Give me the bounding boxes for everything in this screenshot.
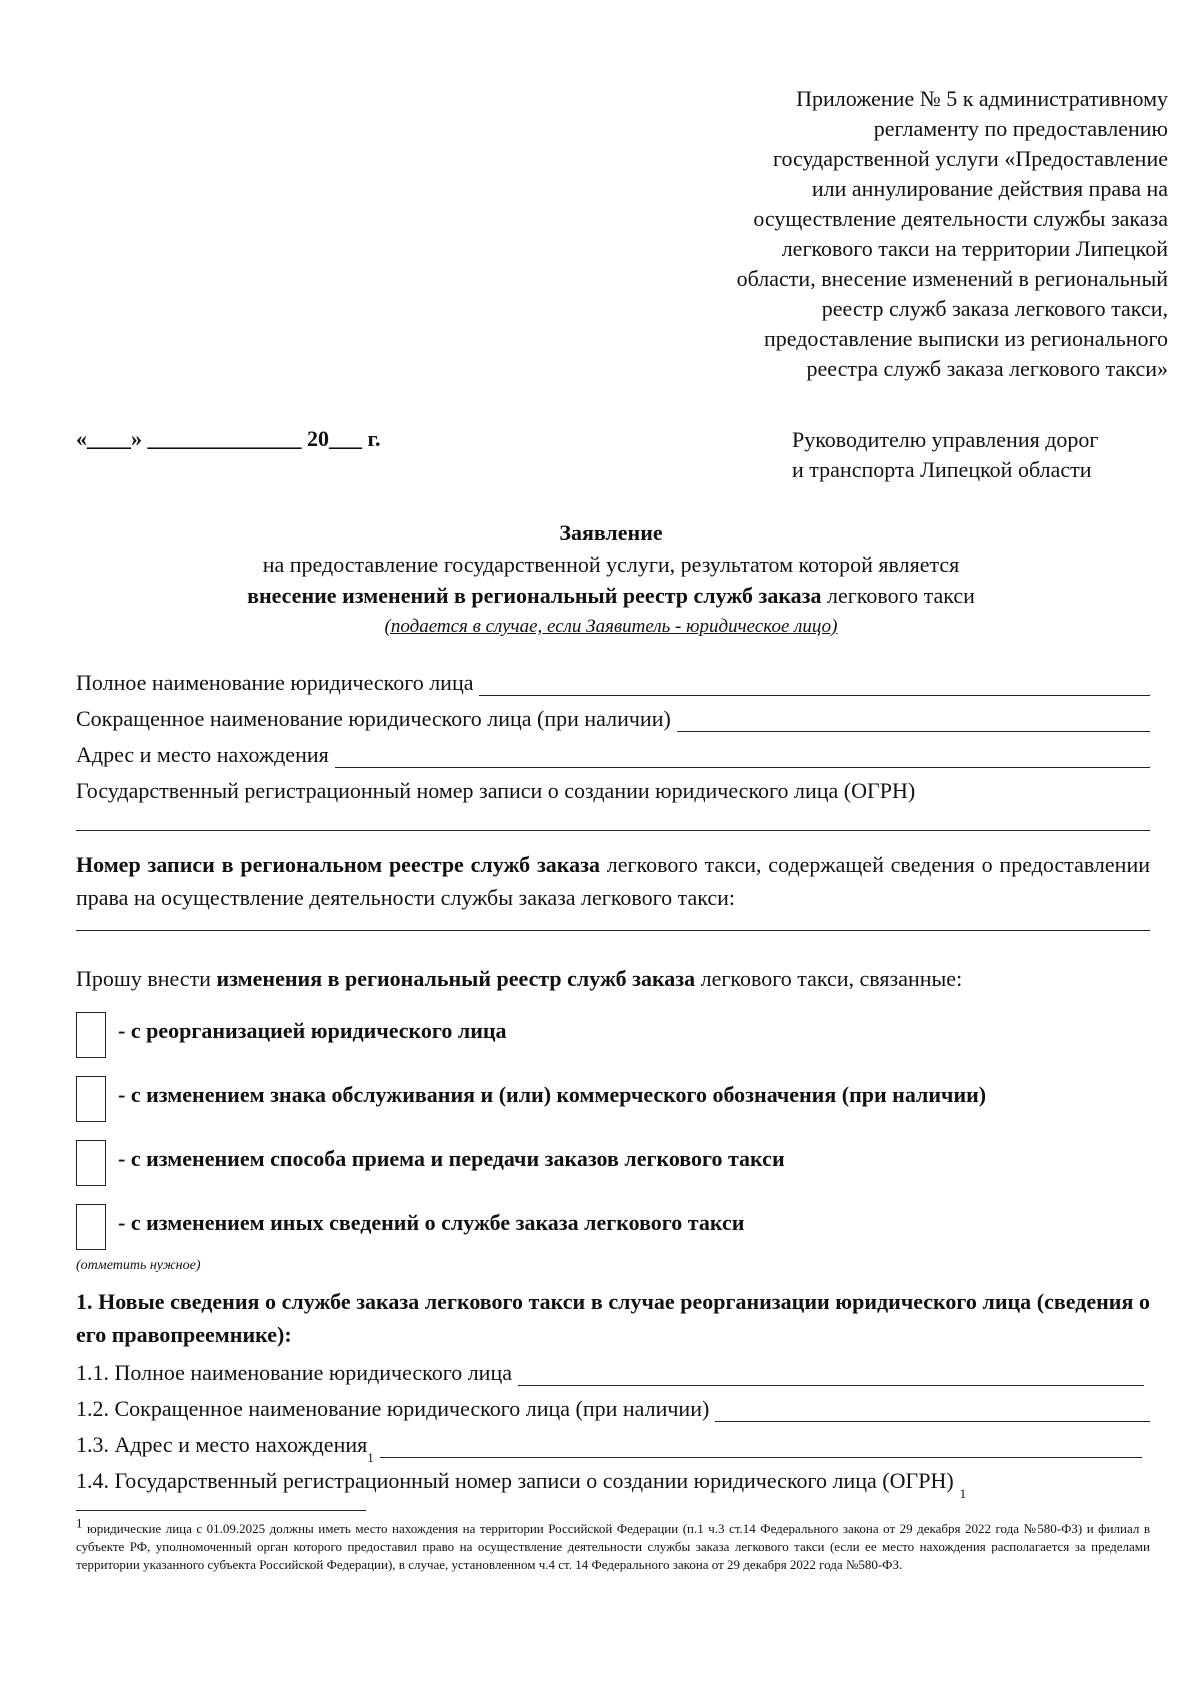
field-label: Адрес и место нахождения <box>76 742 329 767</box>
document-title: Заявление <box>559 520 663 545</box>
date-line[interactable]: «____» ______________ 20___ г. <box>76 426 381 451</box>
field-blank[interactable] <box>677 709 1150 732</box>
recipient-line: и транспорта Липецкой области <box>792 457 1092 482</box>
request-prefix: Прошу внести <box>76 966 217 991</box>
short-name-field[interactable] <box>76 702 1150 732</box>
request-rest: легкового такси, связанные: <box>695 966 963 991</box>
recipient-block <box>792 425 1098 485</box>
registry-number-blank-line[interactable] <box>76 930 1150 931</box>
registry-rest: легкового такси, содержащей сведения о предоставлении права на осуществление деятельности службы заказа легкового такси: <box>76 852 1150 910</box>
appendix-line: государственной услуги «Предоставление <box>772 146 1168 171</box>
checkbox[interactable] <box>76 1204 106 1250</box>
ogrn-blank-line[interactable] <box>76 830 1150 831</box>
field-blank[interactable] <box>479 673 1150 696</box>
field-label: 1.1. Полное наименование юридического лица <box>76 1360 512 1385</box>
request-paragraph <box>76 962 1150 995</box>
request-bold: изменения в региональный реестр служб заказа <box>216 966 696 991</box>
title-line-2: на предоставление государственной услуги, результатом которой является <box>262 552 960 577</box>
registry-bold: Номер записи в региональном реестре служб заказа <box>76 852 600 877</box>
option-other-info[interactable] <box>76 1204 1156 1254</box>
applicant-type-note <box>76 616 1146 638</box>
footnote <box>76 1515 1151 1574</box>
full-name-field[interactable] <box>76 666 1150 696</box>
footnote-text: юридические лица с 01.09.2025 должны иметь место нахождения на территории Российской Федерации (п.1 ч.3 ст.14 Федерального закона от 29 декабря 2022 года №580-ФЗ) и филиал в субъекте РФ, уполномоченный орган которого предоставил право на осуществление деятельности службы заказа легкового такси (если ее место нахождения располагается за пределами территории указанного субъекта Российской Федерации), в случае, установленном ч.4 ст. 14 Федерального закона от 29 декабря 2022 года №580-ФЗ. <box>76 1521 1151 1572</box>
field-blank[interactable] <box>335 745 1150 768</box>
appendix-line: легкового такси на территории Липецкой <box>781 236 1168 261</box>
checkbox[interactable] <box>76 1140 106 1186</box>
address-field[interactable] <box>76 738 1150 768</box>
footnote-separator <box>76 1510 366 1511</box>
registry-number-paragraph <box>76 848 1150 914</box>
appendix-line: реестра служб заказа легкового такси» <box>806 356 1168 381</box>
footnote-number: 1 <box>76 1515 83 1531</box>
field-blank[interactable] <box>715 1399 1150 1422</box>
field-label: Полное наименование юридического лица <box>76 670 474 695</box>
checkbox[interactable] <box>76 1076 106 1122</box>
title-line-3-bold: внесение изменений в региональный реестр служб заказа <box>247 583 822 608</box>
option-label: - с изменением иных сведений о службе заказа легкового такси <box>118 1210 745 1235</box>
option-service-mark[interactable] <box>76 1076 1156 1126</box>
checkbox[interactable] <box>76 1012 106 1058</box>
recipient-line: Руководителю управления дорог <box>792 427 1099 452</box>
appendix-line: или аннулирование действия права на <box>811 176 1168 201</box>
option-label: - с реорганизацией юридического лица <box>118 1018 507 1043</box>
field-label: Государственный регистрационный номер записи о создании юридического лица (ОГРН) <box>76 778 916 803</box>
appendix-line: предоставление выписки из регионального <box>763 326 1168 351</box>
section-1-heading: 1. Новые сведения о службе заказа легкового такси в случае реорганизации юридического лица (сведения о его правопреемнике): <box>76 1289 1150 1347</box>
field-label: 1.2. Сокращенное наименование юридического лица (при наличии) <box>76 1396 710 1421</box>
s1-short-name-field[interactable] <box>76 1392 1150 1422</box>
field-label: Сокращенное наименование юридического лица (при наличии) <box>76 706 671 731</box>
appendix-line: осуществление деятельности службы заказа <box>753 206 1168 231</box>
field-blank[interactable] <box>518 1363 1144 1386</box>
appendix-line: реестр служб заказа легкового такси, <box>821 296 1168 321</box>
applicant-type-note-text: (подается в случае, если Заявитель - юридическое лицо) <box>384 616 838 637</box>
appendix-header <box>600 84 1168 384</box>
field-blank[interactable] <box>380 1435 1142 1458</box>
mark-note: (отметить нужное) <box>76 1258 201 1273</box>
appendix-line: Приложение № 5 к административному <box>796 86 1168 111</box>
s1-address-field[interactable]: 1.3. Адрес и место нахождения 1 <box>76 1428 1142 1458</box>
field-label: 1.3. Адрес и место нахождения <box>76 1432 368 1457</box>
field-label: 1.4. Государственный регистрационный номер записи о создании юридического лица (ОГРН) <box>76 1468 954 1493</box>
s1-full-name-field[interactable] <box>76 1356 1144 1386</box>
appendix-line: регламенту по предоставлению <box>873 116 1168 141</box>
option-reorganization[interactable] <box>76 1012 1156 1062</box>
option-label: - с изменением способа приема и передачи заказов легкового такси <box>118 1146 785 1171</box>
s1-ogrn-label: 1.4. Государственный регистрационный номер записи о создании юридического лица (ОГРН) 1 <box>76 1468 967 1501</box>
appendix-line: области, внесение изменений в региональный <box>736 266 1168 291</box>
title-line-3 <box>76 583 1146 609</box>
option-label: - с изменением знака обслуживания и (или) коммерческого обозначения (при наличии) <box>118 1082 987 1107</box>
option-order-method[interactable] <box>76 1140 1156 1190</box>
ogrn-label <box>76 774 1150 804</box>
title-line-3-rest: легкового такси <box>821 583 975 608</box>
